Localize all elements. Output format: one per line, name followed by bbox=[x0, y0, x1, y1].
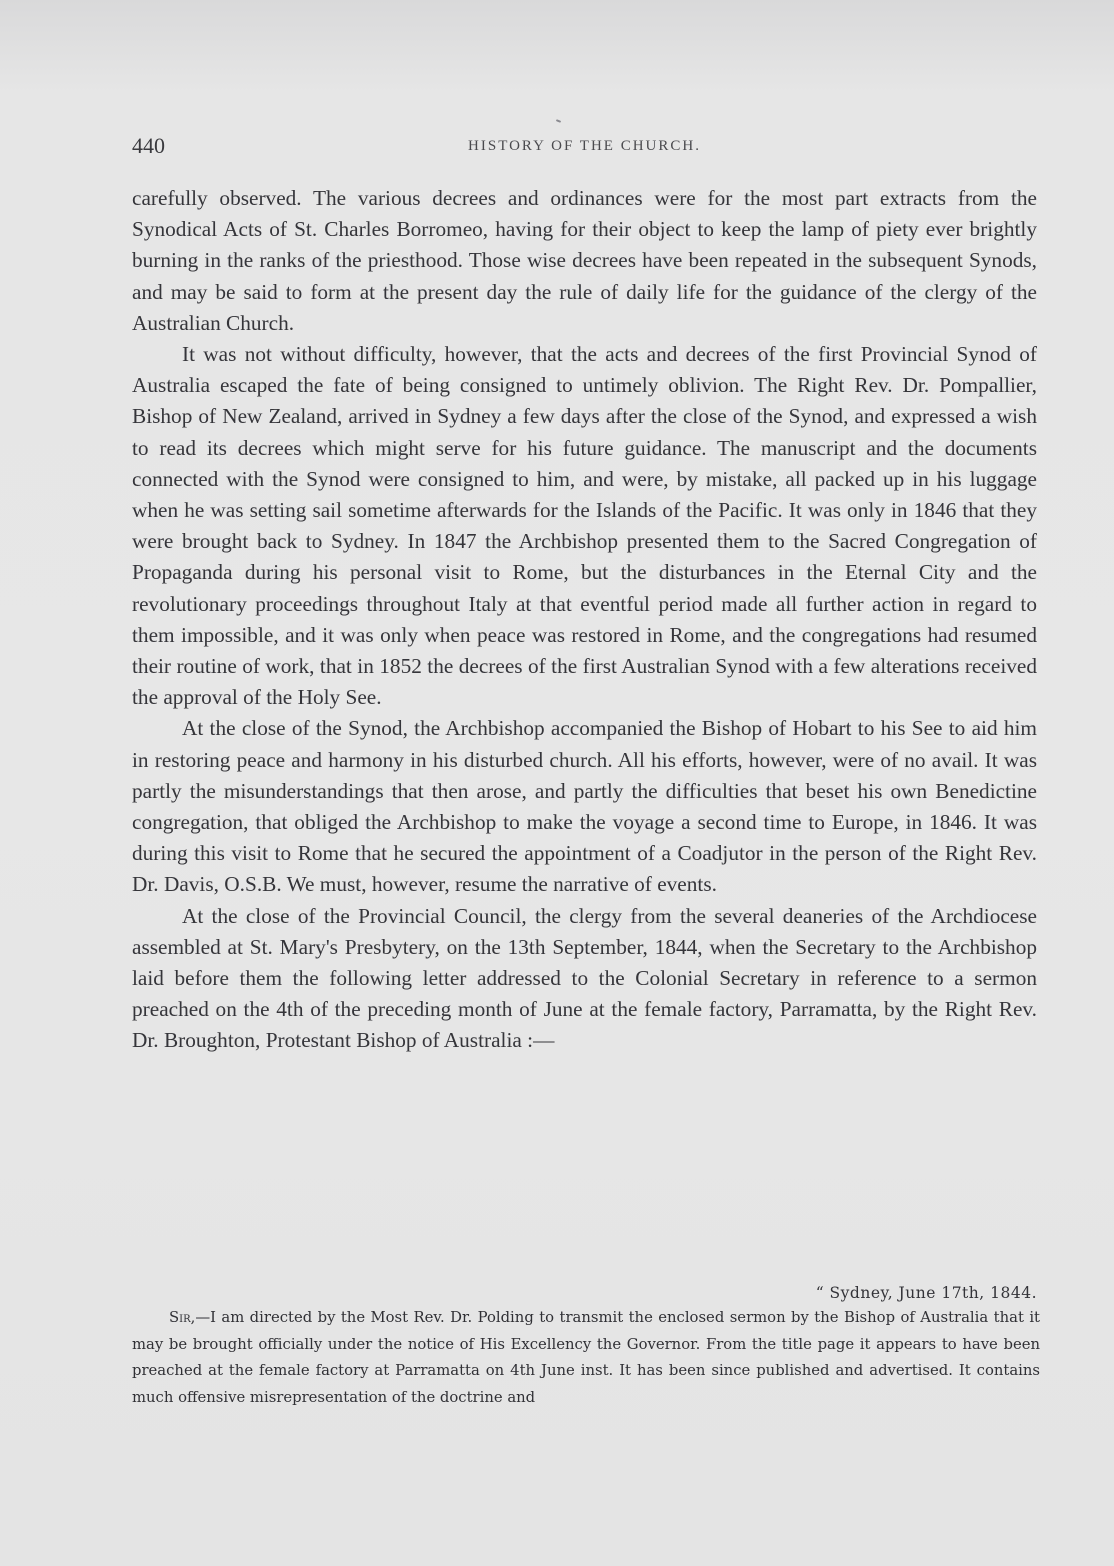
letter-dateline: “ Sydney, June 17th, 1844. bbox=[815, 1284, 1037, 1302]
quoted-letter bbox=[132, 1305, 1040, 1411]
body-text bbox=[132, 183, 1037, 1057]
print-speck bbox=[556, 119, 561, 123]
paragraph-3: At the close of the Synod, the Archbishop accompanied the Bishop of Hobart to his See to aid him in restoring peace and harmony in his disturbed church. All his efforts, however, were of no avail. It was partly the misunderstandings that then arose, and partly the difficulties that beset his own Benedictine congregation, that obliged the Archbishop to make the voyage a second time to Europe, in 1846. It was during this visit to Rome that he secured the appointment of a Coadjutor in the person of the Right Rev. Dr. Davis, O.S.B. We must, however, resume the narrative of events. bbox=[132, 716, 1037, 897]
page-number: 440 bbox=[132, 133, 165, 158]
paragraph-1: carefully observed. The various decrees and ordinances were for the most part extracts from the Synodical Acts of St. Charles Borromeo, having for their object to keep the lamp of piety ever brightly burning in the ranks of the priesthood. Those wise decrees have been repeated in the subsequent Synods, and may be said to form at the present day the rule of daily life for the guidance of the clergy of the Australian Church. bbox=[132, 186, 1037, 335]
letter-body bbox=[132, 1305, 1040, 1411]
running-head bbox=[132, 132, 1037, 160]
paragraph-2: It was not without difficulty, however, that the acts and decrees of the first Provincial Synod of Australia escaped the fate of being consigned to untimely oblivion. The Right Rev. Dr. Pompallier, Bishop of New Zealand, arrived in Sydney a few days after the close of the Synod, and expressed a wish to read its decrees which might serve for his future guidance. The manuscript and the documents connected with the Synod were consigned to him, and were, by mistake, all packed up in his luggage when he was setting sail sometime afterwards for the Islands of the Pacific. It was only in 1846 that they were brought back to Sydney. In 1847 the Archbishop presented them to the Sacred Congregation of Propaganda during his personal visit to Rome, but the disturbances in the Eternal City and the revolutionary proceedings throughout Italy at that eventful period made all further action in regard to them impossible, and it was only when peace was restored in Rome, and the congregations had resumed their routine of work, that in 1852 the decrees of the first Australian Synod with a few alterations received the approval of the Holy See. bbox=[132, 342, 1037, 710]
letter-text: —I am directed by the Most Rev. Dr. Polding to transmit the enclosed sermon by the Bishop of Australia that it may be brought officially under the notice of His Excellency the Governor. From the title page it appears to have been preached at the female factory at Parramatta on 4th June inst. It has been since published and advertised. It contains much offensive misrepresentation of the doctrine and bbox=[132, 1309, 1040, 1406]
paragraph-4: At the close of the Provincial Council, the clergy from the several deaneries of the Archdiocese assembled at St. Mary's Presbytery, on the 13th September, 1844, when the Secretary to the Archbishop laid before them the following letter addressed to the Colonial Secretary in reference to a sermon preached on the 4th of the preceding month of June at the female factory, Parramatta, by the Right Rev. Dr. Broughton, Protestant Bishop of Australia :— bbox=[132, 903, 1037, 1053]
letter-salutation: Sir, bbox=[169, 1309, 196, 1326]
running-title: HISTORY OF THE CHURCH. bbox=[468, 138, 701, 154]
